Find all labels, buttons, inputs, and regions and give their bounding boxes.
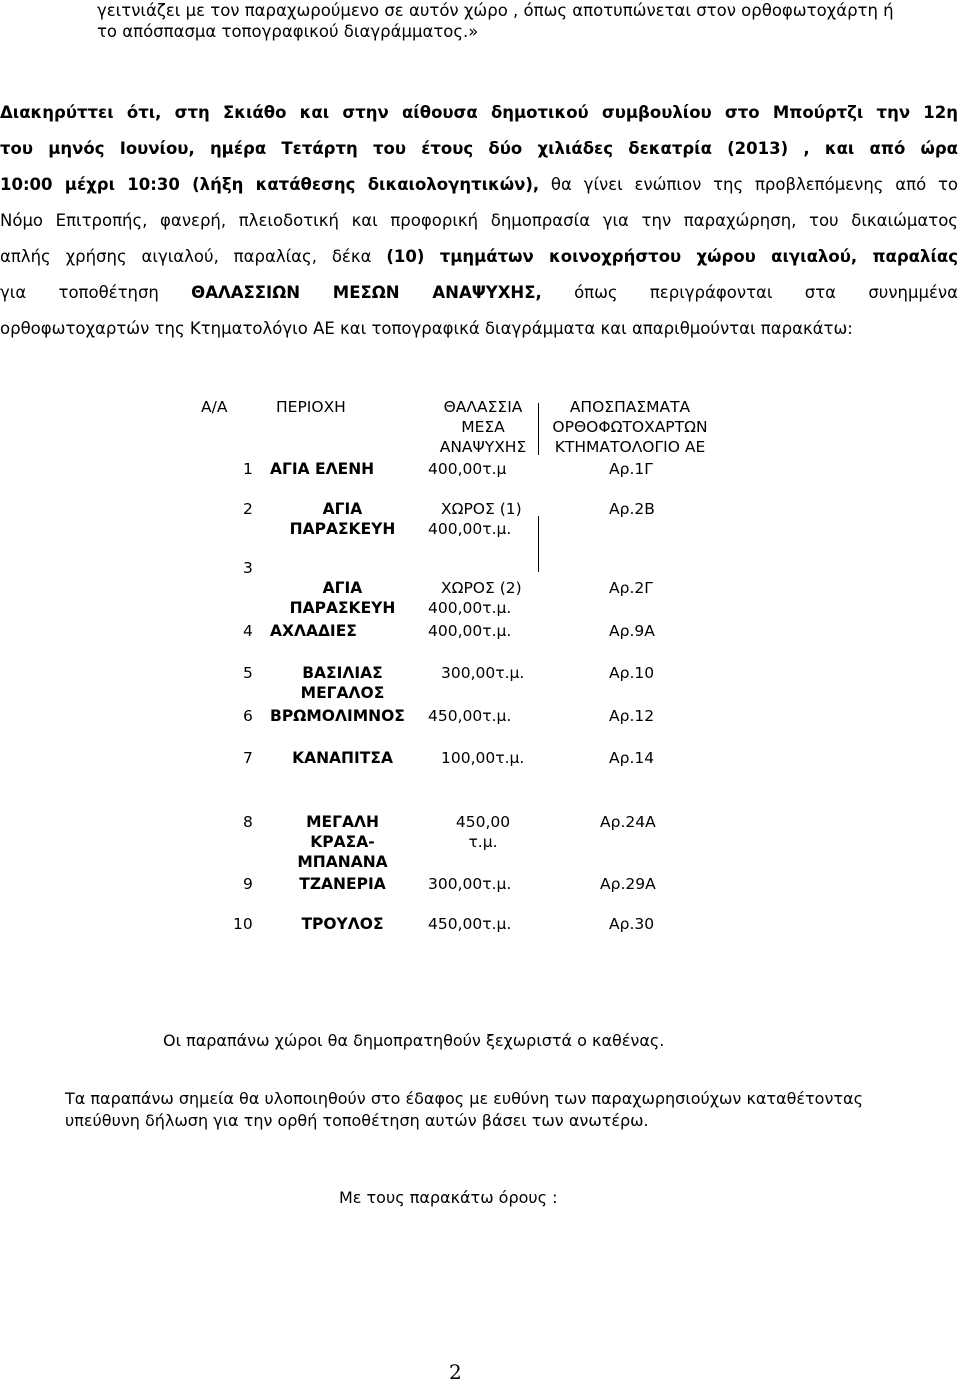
points-note-line-2: υπεύθυνη δήλωση για την ορθή τοποθέτηση αυτών βάσει των ανωτέρω.	[65, 1111, 649, 1130]
row-7-size: 100,00τ.μ.	[441, 749, 525, 767]
intro-line-2: το απόσπασμα τοπογραφικού διαγράμματος.»	[97, 22, 479, 41]
announcement-line-1: Διακηρύττει ότι, στη Σκιάθο και στην αίθουσα δημοτικού συμβουλίου στο Μπούρτζι την 12η	[0, 103, 958, 122]
announcement-line-7: ορθοφωτοχαρτών της Κτηματολόγιο ΑΕ και τοπογραφικά διαγράμματα και απαριθμούνται παρακάτω:	[0, 319, 853, 338]
separate-auction-note: Οι παραπάνω χώροι θα δημοπρατηθούν ξεχωριστά ο καθένας.	[163, 1031, 665, 1050]
row-3-size-2: 400,00τ.μ.	[428, 599, 512, 617]
header-extract-3: ΚΤΗΜΑΤΟΛΟΓΙΟ ΑΕ	[554, 438, 706, 456]
announcement-line-6-rest: όπως περιγράφονται στα συνημμένα	[541, 283, 959, 302]
row-9-ref: Αρ.29Α	[600, 875, 656, 893]
row-2-size-2: 400,00τ.μ.	[428, 520, 512, 538]
row-10-ref: Αρ.30	[609, 915, 655, 933]
row-8-ref: Αρ.24Α	[600, 813, 656, 831]
row-2-ref: Αρ.2Β	[609, 500, 655, 518]
row-3-ref: Αρ.2Γ	[609, 579, 653, 597]
row-4-num: 4	[243, 622, 253, 640]
points-note-line-1: Τα παραπάνω σημεία θα υλοποιηθούν στο έδαφος με ευθύνη των παραχωρησιούχων καταθέτοντας	[65, 1089, 863, 1108]
hours-text: 10:00 μέχρι 10:30 (λήξη κατάθεσης δικαιολογητικών),	[0, 175, 540, 194]
row-8-area-3: ΜΠΑΝΑΝΑ	[297, 853, 388, 871]
row-3-num: 3	[243, 559, 253, 577]
announcement-line-2: του μηνός Ιουνίου, ημέρα Τετάρτη του έτους δύο χιλιάδες δεκατρία (2013) , και από ώρα	[0, 139, 958, 158]
column-rule	[538, 403, 539, 455]
row-9-num: 9	[243, 875, 253, 893]
row-5-size: 300,00τ.μ.	[441, 664, 525, 682]
leisure-means-text: ΘΑΛΑΣΣΙΩΝ ΜΕΣΩΝ ΑΝΑΨΥΧΗΣ,	[191, 283, 542, 302]
row-4-ref: Αρ.9Α	[609, 622, 655, 640]
row-8-area-1: ΜΕΓΑΛΗ	[306, 813, 379, 831]
row-1-area: ΑΓΙΑ ΕΛΕΝΗ	[270, 460, 375, 478]
header-means-2: ΜΕΣΑ	[461, 418, 505, 436]
announcement-line-3-rest: θα γίνει ενώπιον της προβλεπόμενης από το	[539, 175, 958, 194]
announcement-line-6-pre: για τοποθέτηση	[0, 283, 192, 302]
row-2-num: 2	[243, 500, 253, 518]
announcement-line-4: Νόμο Επιτροπής, φανερή, πλειοδοτική και προφορική δημοπρασία για την παραχώρηση, του δικαιώματος	[0, 211, 958, 230]
header-extract-2: ΟΡΘΟΦΩΤΟΧΑΡΤΩΝ	[552, 418, 708, 436]
row-10-size: 450,00τ.μ.	[428, 915, 512, 933]
row-2-area-1: ΑΓΙΑ	[322, 500, 363, 518]
row-1-num: 1	[243, 460, 253, 478]
row-8-num: 8	[243, 813, 253, 831]
row-6-size: 450,00τ.μ.	[428, 707, 512, 725]
page-number: 2	[449, 1360, 462, 1384]
row-8-size-1: 450,00	[455, 813, 511, 831]
row-10-area: ΤΡΟΥΛΟΣ	[301, 915, 384, 933]
row-6-area: ΒΡΩΜΟΛΙΜΝΟΣ	[270, 707, 405, 725]
row-7-area: ΚΑΝΑΠΙΤΣΑ	[292, 749, 393, 767]
row-7-num: 7	[243, 749, 253, 767]
row-10-num: 10	[233, 915, 253, 933]
header-aa: Α/Α	[201, 398, 228, 416]
header-area: ΠΕΡΙΟΧΗ	[276, 398, 346, 416]
row-3-area-2: ΠΑΡΑΣΚΕΥΗ	[289, 599, 396, 617]
row-6-num: 6	[243, 707, 253, 725]
row-5-area-1: ΒΑΣΙΛΙΑΣ	[302, 664, 383, 682]
row-2-area-2: ΠΑΡΑΣΚΕΥΗ	[289, 520, 396, 538]
announcement-line-5-rest: απλής χρήσης αιγιαλού, παραλίας, δέκα	[0, 247, 387, 266]
row-6-ref: Αρ.12	[609, 707, 655, 725]
row-9-area: ΤΖΑΝΕΡΙΑ	[299, 875, 386, 893]
row-5-ref: Αρ.10	[609, 664, 655, 682]
row-4-area: ΑΧΛΑΔΙΕΣ	[270, 622, 357, 640]
row-3-size-1: ΧΩΡΟΣ (2)	[441, 579, 522, 597]
row-9-size: 300,00τ.μ.	[428, 875, 512, 893]
points-note	[65, 1088, 925, 1132]
header-extract-1: ΑΠΟΣΠΑΣΜΑΤΑ	[569, 398, 691, 416]
row-8-area-2: ΚΡΑΣΑ-	[310, 833, 375, 851]
row-4-size: 400,00τ.μ.	[428, 622, 512, 640]
row-1-size: 400,00τ.μ	[428, 460, 507, 478]
row-2-size-1: ΧΩΡΟΣ (1)	[441, 500, 522, 518]
row-1-ref: Αρ.1Γ	[609, 460, 653, 478]
row-3-area-1: ΑΓΙΑ	[322, 579, 363, 597]
column-rule	[538, 516, 539, 572]
row-7-ref: Αρ.14	[609, 749, 655, 767]
sections-count-text: (10) τμημάτων κοινοχρήστου χώρου αιγιαλού, παραλίας	[386, 247, 958, 266]
terms-heading: Με τους παρακάτω όρους :	[339, 1188, 558, 1207]
header-means-1: ΘΑΛΑΣΣΙΑ	[443, 398, 523, 416]
row-8-size-2: τ.μ.	[468, 833, 498, 851]
row-5-area-2: ΜΕΓΑΛΟΣ	[300, 684, 385, 702]
row-5-num: 5	[243, 664, 253, 682]
header-means-3: ΑΝΑΨΥΧΗΣ	[439, 438, 527, 456]
intro-line-1: γειτνιάζει με τον παραχωρούμενο σε αυτόν χώρο , όπως αποτυπώνεται στον ορθοφωτοχάρτη ή	[97, 1, 894, 20]
